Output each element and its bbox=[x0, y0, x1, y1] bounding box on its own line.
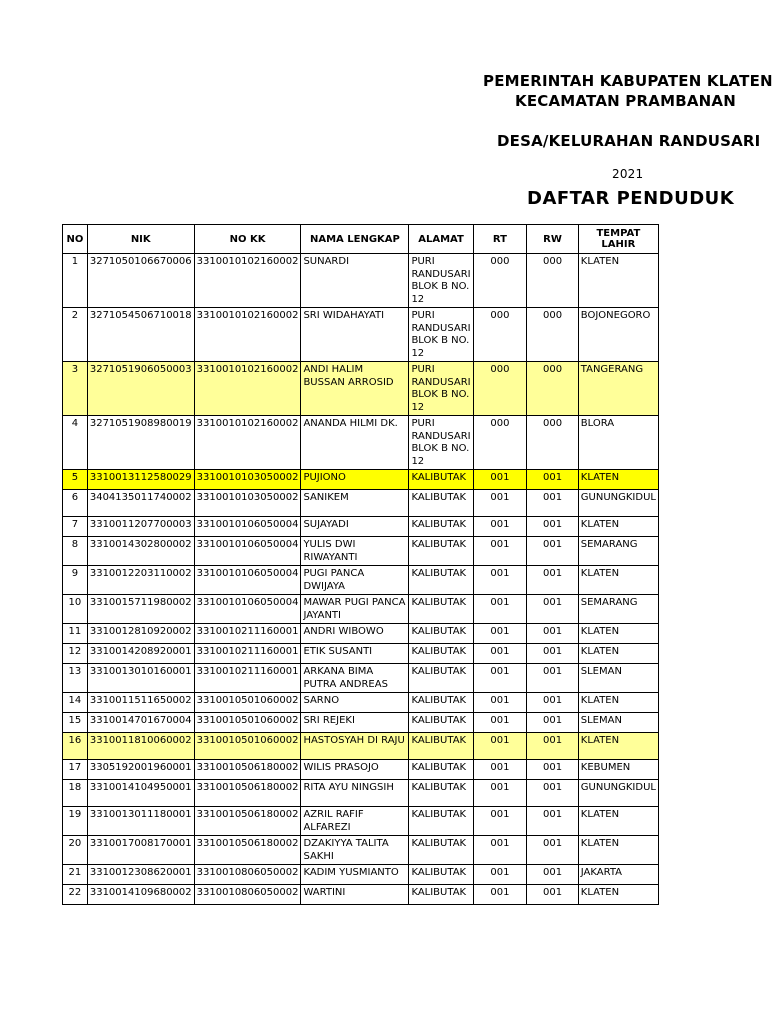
population-table bbox=[62, 224, 659, 905]
cell-nama: AZRIL RAFIF ALFAREZI bbox=[301, 807, 409, 836]
cell-no: 9 bbox=[63, 566, 88, 595]
cell-tempat-lahir: KLATEN bbox=[578, 836, 658, 865]
cell-alamat: KALIBUTAK bbox=[409, 760, 473, 780]
cell-tempat-lahir: BLORA bbox=[578, 416, 658, 470]
cell-tempat-lahir: KLATEN bbox=[578, 807, 658, 836]
cell-nik: 3271050106670006 bbox=[87, 254, 194, 308]
cell-tempat-lahir: KLATEN bbox=[578, 254, 658, 308]
cell-nama: WILIS PRASOJO bbox=[301, 760, 409, 780]
table-row bbox=[63, 760, 659, 780]
table-row bbox=[63, 254, 659, 308]
cell-rw: 001 bbox=[527, 624, 579, 644]
cell-nama: YULIS DWI RIWAYANTI bbox=[301, 537, 409, 566]
cell-no-kk: 3310010103050002 bbox=[194, 490, 301, 517]
cell-rt: 001 bbox=[473, 836, 527, 865]
cell-nama: ANDI HALIM BUSSAN ARROSID bbox=[301, 362, 409, 416]
cell-no-kk: 3310010806050002 bbox=[194, 885, 301, 905]
cell-rt: 001 bbox=[473, 780, 527, 807]
cell-rt: 001 bbox=[473, 885, 527, 905]
cell-nama: MAWAR PUGI PANCA JAYANTI bbox=[301, 595, 409, 624]
cell-no: 7 bbox=[63, 517, 88, 537]
cell-rw: 001 bbox=[527, 836, 579, 865]
cell-tempat-lahir: SEMARANG bbox=[578, 537, 658, 566]
table-row bbox=[63, 807, 659, 836]
cell-rw: 001 bbox=[527, 865, 579, 885]
cell-no: 12 bbox=[63, 644, 88, 664]
cell-rw: 001 bbox=[527, 807, 579, 836]
cell-nama: ARKANA BIMA PUTRA ANDREAS bbox=[301, 664, 409, 693]
cell-rw: 001 bbox=[527, 644, 579, 664]
cell-no-kk: 3310010506180002 bbox=[194, 836, 301, 865]
cell-nama: SRI REJEKI bbox=[301, 713, 409, 733]
cell-tempat-lahir: GUNUNGKIDUL bbox=[578, 780, 658, 807]
table-row bbox=[63, 885, 659, 905]
cell-alamat: KALIBUTAK bbox=[409, 470, 473, 490]
cell-rw: 001 bbox=[527, 760, 579, 780]
header-district: KECAMATAN PRAMBANAN bbox=[515, 92, 736, 110]
cell-nama: HASTOSYAH DI RAJU bbox=[301, 733, 409, 760]
cell-tempat-lahir: KLATEN bbox=[578, 693, 658, 713]
cell-no-kk: 3310010106050004 bbox=[194, 517, 301, 537]
cell-rt: 001 bbox=[473, 644, 527, 664]
cell-nik: 3310014208920001 bbox=[87, 644, 194, 664]
header-regency: PEMERINTAH KABUPATEN KLATEN bbox=[483, 72, 773, 90]
table-body bbox=[63, 254, 659, 905]
cell-nik: 3404135011740002 bbox=[87, 490, 194, 517]
cell-no-kk: 3310010106050004 bbox=[194, 537, 301, 566]
cell-rt: 001 bbox=[473, 713, 527, 733]
cell-alamat: KALIBUTAK bbox=[409, 537, 473, 566]
column-header-alamat: ALAMAT bbox=[409, 225, 473, 254]
column-header-nama: NAMA LENGKAP bbox=[301, 225, 409, 254]
cell-no-kk: 3310010102160002 bbox=[194, 254, 301, 308]
cell-nama: PUJIONO bbox=[301, 470, 409, 490]
cell-no: 15 bbox=[63, 713, 88, 733]
cell-no-kk: 3310010211160001 bbox=[194, 664, 301, 693]
cell-tempat-lahir: KLATEN bbox=[578, 733, 658, 760]
cell-no-kk: 3310010506180002 bbox=[194, 807, 301, 836]
cell-nik: 3310012203110002 bbox=[87, 566, 194, 595]
cell-nik: 3271051906050003 bbox=[87, 362, 194, 416]
cell-no-kk: 3310010501060002 bbox=[194, 693, 301, 713]
cell-no: 5 bbox=[63, 470, 88, 490]
table-row bbox=[63, 836, 659, 865]
cell-rt: 000 bbox=[473, 416, 527, 470]
cell-rw: 001 bbox=[527, 595, 579, 624]
cell-rw: 001 bbox=[527, 664, 579, 693]
cell-tempat-lahir: KLATEN bbox=[578, 644, 658, 664]
cell-rw: 001 bbox=[527, 885, 579, 905]
cell-nik: 3310012308620001 bbox=[87, 865, 194, 885]
cell-rw: 000 bbox=[527, 254, 579, 308]
cell-no: 18 bbox=[63, 780, 88, 807]
cell-nik: 3310011207700003 bbox=[87, 517, 194, 537]
table-row bbox=[63, 470, 659, 490]
cell-nama: SUNARDI bbox=[301, 254, 409, 308]
cell-no: 8 bbox=[63, 537, 88, 566]
cell-nama: PUGI PANCA DWIJAYA bbox=[301, 566, 409, 595]
table-row bbox=[63, 865, 659, 885]
cell-no-kk: 3310010211160001 bbox=[194, 644, 301, 664]
cell-no-kk: 3310010106050004 bbox=[194, 566, 301, 595]
cell-alamat: PURI RANDUSARI BLOK B NO. 12 bbox=[409, 308, 473, 362]
cell-rt: 001 bbox=[473, 624, 527, 644]
cell-rt: 001 bbox=[473, 595, 527, 624]
cell-no: 10 bbox=[63, 595, 88, 624]
cell-alamat: KALIBUTAK bbox=[409, 733, 473, 760]
cell-nama: SRI WIDAHAYATI bbox=[301, 308, 409, 362]
cell-alamat: PURI RANDUSARI BLOK B NO. 12 bbox=[409, 362, 473, 416]
cell-nik: 3305192001960001 bbox=[87, 760, 194, 780]
cell-nik: 3310017008170001 bbox=[87, 836, 194, 865]
column-header-nik: NIK bbox=[87, 225, 194, 254]
cell-rt: 000 bbox=[473, 254, 527, 308]
cell-rt: 001 bbox=[473, 693, 527, 713]
cell-nama: ETIK SUSANTI bbox=[301, 644, 409, 664]
cell-rw: 001 bbox=[527, 517, 579, 537]
cell-no-kk: 3310010102160002 bbox=[194, 362, 301, 416]
cell-rw: 000 bbox=[527, 416, 579, 470]
cell-tempat-lahir: SLEMAN bbox=[578, 664, 658, 693]
cell-alamat: PURI RANDUSARI BLOK B NO. 12 bbox=[409, 416, 473, 470]
cell-nik: 3310014109680002 bbox=[87, 885, 194, 905]
cell-no-kk: 3310010506180002 bbox=[194, 760, 301, 780]
cell-no: 11 bbox=[63, 624, 88, 644]
cell-tempat-lahir: KLATEN bbox=[578, 517, 658, 537]
cell-tempat-lahir: KLATEN bbox=[578, 885, 658, 905]
cell-rw: 000 bbox=[527, 362, 579, 416]
column-header-rw: RW bbox=[527, 225, 579, 254]
table-row bbox=[63, 664, 659, 693]
cell-rw: 001 bbox=[527, 693, 579, 713]
cell-nik: 3310012810920002 bbox=[87, 624, 194, 644]
cell-nik: 3310011511650002 bbox=[87, 693, 194, 713]
cell-alamat: KALIBUTAK bbox=[409, 780, 473, 807]
cell-rw: 001 bbox=[527, 537, 579, 566]
table-row bbox=[63, 733, 659, 760]
cell-nik: 3310013010160001 bbox=[87, 664, 194, 693]
column-header-no: NO bbox=[63, 225, 88, 254]
header-year: 2021 bbox=[612, 167, 644, 181]
cell-no: 21 bbox=[63, 865, 88, 885]
table-row bbox=[63, 566, 659, 595]
cell-rt: 000 bbox=[473, 308, 527, 362]
cell-no-kk: 3310010501060002 bbox=[194, 733, 301, 760]
table-row bbox=[63, 362, 659, 416]
cell-nik: 3271051908980019 bbox=[87, 416, 194, 470]
cell-rt: 001 bbox=[473, 490, 527, 517]
table-row bbox=[63, 780, 659, 807]
cell-tempat-lahir: KLATEN bbox=[578, 624, 658, 644]
cell-rt: 001 bbox=[473, 865, 527, 885]
cell-no-kk: 3310010103050002 bbox=[194, 470, 301, 490]
cell-rt: 001 bbox=[473, 760, 527, 780]
cell-no-kk: 3310010501060002 bbox=[194, 713, 301, 733]
cell-rt: 000 bbox=[473, 362, 527, 416]
cell-nama: WARTINI bbox=[301, 885, 409, 905]
cell-no-kk: 3310010106050004 bbox=[194, 595, 301, 624]
cell-no: 14 bbox=[63, 693, 88, 713]
cell-rt: 001 bbox=[473, 470, 527, 490]
cell-no: 13 bbox=[63, 664, 88, 693]
cell-rw: 001 bbox=[527, 733, 579, 760]
cell-nama: ANDRI WIBOWO bbox=[301, 624, 409, 644]
page-title: DAFTAR PENDUDUK bbox=[527, 188, 735, 209]
cell-alamat: KALIBUTAK bbox=[409, 566, 473, 595]
cell-alamat: KALIBUTAK bbox=[409, 624, 473, 644]
cell-no: 4 bbox=[63, 416, 88, 470]
cell-tempat-lahir: JAKARTA bbox=[578, 865, 658, 885]
cell-alamat: KALIBUTAK bbox=[409, 693, 473, 713]
cell-alamat: KALIBUTAK bbox=[409, 490, 473, 517]
cell-no-kk: 3310010806050002 bbox=[194, 865, 301, 885]
cell-no: 1 bbox=[63, 254, 88, 308]
cell-no-kk: 3310010211160001 bbox=[194, 624, 301, 644]
cell-nik: 3310014701670004 bbox=[87, 713, 194, 733]
cell-no: 2 bbox=[63, 308, 88, 362]
cell-alamat: KALIBUTAK bbox=[409, 836, 473, 865]
cell-rt: 001 bbox=[473, 733, 527, 760]
table-row bbox=[63, 624, 659, 644]
table-row bbox=[63, 490, 659, 517]
cell-alamat: KALIBUTAK bbox=[409, 865, 473, 885]
cell-rt: 001 bbox=[473, 807, 527, 836]
cell-rw: 001 bbox=[527, 713, 579, 733]
cell-alamat: KALIBUTAK bbox=[409, 644, 473, 664]
cell-nik: 3310013011180001 bbox=[87, 807, 194, 836]
cell-rw: 001 bbox=[527, 780, 579, 807]
cell-nik: 3310011810060002 bbox=[87, 733, 194, 760]
cell-tempat-lahir: TANGERANG bbox=[578, 362, 658, 416]
cell-no-kk: 3310010506180002 bbox=[194, 780, 301, 807]
table-header-row bbox=[63, 225, 659, 254]
cell-nik: 3310014302800002 bbox=[87, 537, 194, 566]
cell-tempat-lahir: KLATEN bbox=[578, 566, 658, 595]
cell-nama: SANIKEM bbox=[301, 490, 409, 517]
cell-nik: 3310015711980002 bbox=[87, 595, 194, 624]
cell-rt: 001 bbox=[473, 517, 527, 537]
cell-nama: RITA AYU NINGSIH bbox=[301, 780, 409, 807]
cell-no: 19 bbox=[63, 807, 88, 836]
table-row bbox=[63, 308, 659, 362]
table-row bbox=[63, 644, 659, 664]
cell-rt: 001 bbox=[473, 537, 527, 566]
cell-alamat: PURI RANDUSARI BLOK B NO. 12 bbox=[409, 254, 473, 308]
cell-nama: SARNO bbox=[301, 693, 409, 713]
cell-rt: 001 bbox=[473, 566, 527, 595]
cell-rw: 001 bbox=[527, 470, 579, 490]
table-row bbox=[63, 416, 659, 470]
cell-nik: 3310014104950001 bbox=[87, 780, 194, 807]
cell-no: 16 bbox=[63, 733, 88, 760]
cell-rt: 001 bbox=[473, 664, 527, 693]
cell-no: 20 bbox=[63, 836, 88, 865]
cell-nama: ANANDA HILMI DK. bbox=[301, 416, 409, 470]
header-village: DESA/KELURAHAN RANDUSARI bbox=[497, 132, 761, 150]
column-header-rt: RT bbox=[473, 225, 527, 254]
cell-alamat: KALIBUTAK bbox=[409, 807, 473, 836]
cell-no: 3 bbox=[63, 362, 88, 416]
cell-no: 6 bbox=[63, 490, 88, 517]
cell-alamat: KALIBUTAK bbox=[409, 517, 473, 537]
cell-tempat-lahir: SLEMAN bbox=[578, 713, 658, 733]
cell-tempat-lahir: SEMARANG bbox=[578, 595, 658, 624]
table-row bbox=[63, 713, 659, 733]
cell-tempat-lahir: KLATEN bbox=[578, 470, 658, 490]
table-row bbox=[63, 517, 659, 537]
cell-alamat: KALIBUTAK bbox=[409, 664, 473, 693]
cell-rw: 001 bbox=[527, 490, 579, 517]
table-row bbox=[63, 595, 659, 624]
cell-nama: KADIM YUSMIANTO bbox=[301, 865, 409, 885]
cell-tempat-lahir: KEBUMEN bbox=[578, 760, 658, 780]
cell-nik: 3271054506710018 bbox=[87, 308, 194, 362]
cell-no: 22 bbox=[63, 885, 88, 905]
cell-nik: 3310013112580029 bbox=[87, 470, 194, 490]
cell-no-kk: 3310010102160002 bbox=[194, 308, 301, 362]
cell-tempat-lahir: BOJONEGORO bbox=[578, 308, 658, 362]
table-row bbox=[63, 537, 659, 566]
cell-tempat-lahir: GUNUNGKIDUL bbox=[578, 490, 658, 517]
cell-no: 17 bbox=[63, 760, 88, 780]
cell-nama: DZAKIYYA TALITA SAKHI bbox=[301, 836, 409, 865]
cell-rw: 001 bbox=[527, 566, 579, 595]
cell-rw: 000 bbox=[527, 308, 579, 362]
cell-alamat: KALIBUTAK bbox=[409, 885, 473, 905]
cell-alamat: KALIBUTAK bbox=[409, 713, 473, 733]
cell-no-kk: 3310010102160002 bbox=[194, 416, 301, 470]
cell-nama: SUJAYADI bbox=[301, 517, 409, 537]
cell-alamat: KALIBUTAK bbox=[409, 595, 473, 624]
column-header-tempat-lahir: TEMPAT LAHIR bbox=[578, 225, 658, 254]
table-row bbox=[63, 693, 659, 713]
column-header-no-kk: NO KK bbox=[194, 225, 301, 254]
